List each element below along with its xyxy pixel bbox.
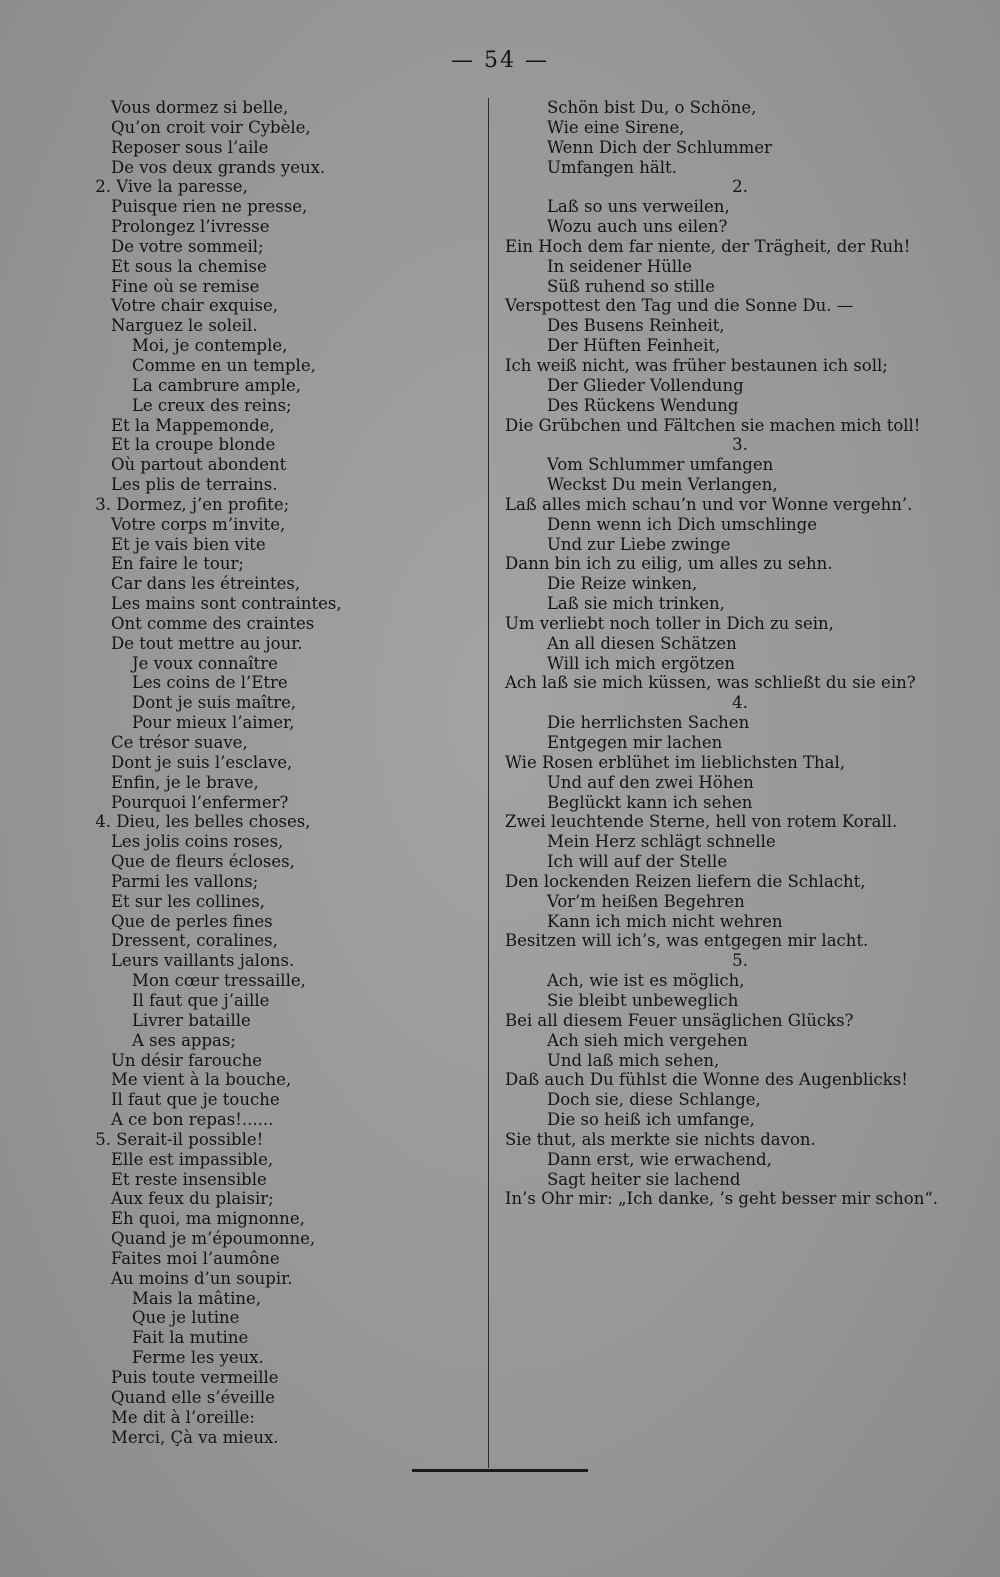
verse-line: Que de perles fines	[90, 911, 273, 931]
verse-line: A ce bon repas!......	[90, 1110, 274, 1130]
verse-line: Que de fleurs écloses,	[90, 852, 295, 872]
verse-line: Ont comme des craintes	[90, 613, 315, 633]
verse-line: La cambrure ample,	[90, 375, 302, 395]
verse-line: Enfin, je le brave,	[90, 772, 259, 792]
verse-line: Ce trésor suave,	[90, 733, 248, 752]
right-column-german	[505, 98, 975, 1209]
verse-line: Weckst Du mein Verlangen,	[505, 475, 778, 495]
verse-line: Will ich mich ergötzen	[505, 653, 735, 673]
verse-line: 3. Dormez, j’en profite;	[90, 494, 290, 514]
verse-line: Mein Herz schlägt schnelle	[505, 832, 776, 852]
verse-line: Vous dormez si belle,	[90, 98, 289, 117]
verse-line: Les plis de terrains.	[90, 475, 278, 495]
verse-line: Un désir farouche	[90, 1050, 262, 1070]
verse-line: Ein Hoch dem far niente, der Trägheit, der Ruh!	[505, 236, 911, 256]
verse-line: In seidener Hülle	[505, 256, 693, 276]
verse-line: Et sous la chemise	[90, 256, 267, 276]
verse-line: De vos deux grands yeux.	[90, 157, 326, 177]
verse-line: Leurs vaillants jalons.	[90, 951, 295, 971]
verse-line: Reposer sous l’aile	[90, 137, 269, 157]
verse-line: Und zur Liebe zwinge	[505, 534, 731, 554]
verse-line: Dann erst, wie erwachend,	[505, 1149, 772, 1169]
page-number: — 54 —	[451, 48, 549, 73]
verse-line: Me dit à l’oreille:	[90, 1407, 255, 1427]
verse-line: Pourquoi l’enfermer?	[90, 792, 289, 812]
verse-line: Prolongez l’ivresse	[90, 217, 270, 237]
verse-line: Faites moi l’aumône	[90, 1248, 280, 1268]
verse-line: Puisque rien ne presse,	[90, 197, 308, 217]
verse-line: Laß so uns verweilen,	[505, 197, 730, 217]
verse-line: Quand je m’époumonne,	[90, 1229, 316, 1249]
verse-line: Dann bin ich zu eilig, um alles zu sehn.	[505, 554, 833, 574]
verse-line: In’s Ohr mir: „Ich danke, ’s geht besser mir schon“.	[505, 1189, 939, 1209]
stanza-number: 4.	[732, 693, 748, 713]
verse-line: Moi, je contemple,	[90, 336, 288, 356]
verse-line: Aux feux du plaisir;	[90, 1189, 274, 1209]
verse-line: Eh quoi, ma mignonne,	[90, 1209, 305, 1229]
verse-line: Et je vais bien vite	[90, 534, 266, 554]
verse-line: Votre chair exquise,	[90, 296, 278, 316]
verse-line: Au moins d’un soupir.	[90, 1268, 293, 1288]
verse-line: Qu’on croit voir Cybèle,	[90, 117, 311, 137]
verse-line: Des Busens Reinheit,	[505, 316, 725, 336]
verse-line: Beglückt kann ich sehen	[505, 792, 753, 812]
verse-line: Puis toute vermeille	[90, 1368, 279, 1387]
verse-line: Mais la mâtine,	[90, 1288, 262, 1308]
column-divider	[488, 98, 489, 1468]
verse-line: Sagt heiter sie lachend	[505, 1169, 741, 1189]
verse-line: Die so heiß ich umfange,	[505, 1110, 755, 1130]
footer-rule	[412, 1469, 588, 1472]
verse-line: Et sur les collines,	[90, 891, 265, 911]
verse-line: Der Hüften Feinheit,	[505, 336, 721, 356]
verse-line: Dont je suis l’esclave,	[90, 752, 293, 772]
verse-line: Il faut que je touche	[90, 1090, 280, 1110]
verse-line: Wie eine Sirene,	[505, 117, 685, 137]
verse-line: Daß auch Du fühlst die Wonne des Augenblicks!	[505, 1070, 908, 1090]
verse-line: Que je lutine	[90, 1308, 240, 1328]
verse-line: Verspottest den Tag und die Sonne Du. —	[505, 296, 854, 316]
stanza-number: 5.	[732, 951, 748, 971]
verse-line: Wozu auch uns eilen?	[505, 217, 728, 237]
verse-line: 2. Vive la paresse,	[90, 177, 248, 197]
verse-line: Votre corps m’invite,	[90, 514, 286, 534]
verse-line: Umfangen hält.	[505, 157, 677, 177]
verse-line: Et la croupe blonde	[90, 435, 276, 455]
verse-line: Ach, wie ist es möglich,	[505, 971, 745, 991]
verse-line: Vor’m heißen Begehren	[505, 891, 745, 911]
verse-line: A ses appas;	[90, 1030, 236, 1050]
verse-line: Elle est impassible,	[90, 1149, 274, 1169]
verse-line: Pour mieux l’aimer,	[90, 713, 295, 733]
verse-line: Die Reize winken,	[505, 574, 698, 594]
verse-line: Narguez le soleil.	[90, 316, 258, 336]
verse-line: Vom Schlummer umfangen	[505, 455, 774, 475]
verse-line: Ferme les yeux.	[90, 1348, 264, 1368]
verse-line: Me vient à la bouche,	[90, 1070, 292, 1090]
verse-line: En faire le tour;	[90, 554, 244, 574]
verse-line: Ich will auf der Stelle	[505, 852, 728, 872]
verse-line: Schön bist Du, o Schöne,	[505, 98, 757, 117]
left-column-french	[90, 98, 470, 1447]
verse-line: Sie bleibt unbeweglich	[505, 990, 739, 1010]
verse-line: Wenn Dich der Schlummer	[505, 137, 772, 157]
verse-line: Il faut que j’aille	[90, 990, 270, 1010]
verse-line: Et reste insensible	[90, 1169, 267, 1189]
verse-line: An all diesen Schätzen	[505, 633, 737, 653]
verse-line: Die herrlichsten Sachen	[505, 713, 750, 733]
verse-line: 4. Dieu, les belles choses,	[90, 812, 311, 832]
verse-line: Und auf den zwei Höhen	[505, 772, 754, 792]
verse-line: Dont je suis maître,	[90, 693, 297, 713]
verse-line: Car dans les étreintes,	[90, 574, 301, 594]
verse-line: Parmi les vallons;	[90, 871, 259, 891]
verse-line: De votre sommeil;	[90, 236, 264, 256]
verse-line: Le creux des reins;	[90, 395, 292, 415]
verse-line: Zwei leuchtende Sterne, hell von rotem Korall.	[505, 812, 898, 832]
verse-line: Livrer bataille	[90, 1010, 251, 1030]
verse-line: Ach laß sie mich küssen, was schließt du sie ein?	[505, 673, 916, 693]
verse-line: Sie thut, als merkte sie nichts davon.	[505, 1129, 816, 1149]
verse-line: Ach sieh mich vergehen	[505, 1030, 748, 1050]
verse-line: Entgegen mir lachen	[505, 733, 723, 752]
verse-line: Où partout abondent	[90, 455, 287, 475]
verse-line: De tout mettre au jour.	[90, 633, 303, 653]
verse-line: Les mains sont contraintes,	[90, 594, 342, 614]
stanza-number: 2.	[732, 177, 748, 197]
verse-line: Laß sie mich trinken,	[505, 594, 725, 614]
verse-line: Besitzen will ich’s, was entgegen mir lacht.	[505, 931, 869, 951]
verse-line: Dressent, coralines,	[90, 931, 278, 951]
verse-line: Comme en un temple,	[90, 355, 316, 375]
verse-line: Fait la mutine	[90, 1328, 249, 1348]
verse-line: Les coins de l’Etre	[90, 673, 288, 693]
verse-line: Quand elle s’éveille	[90, 1387, 275, 1407]
verse-line: Merci, Çà va mieux.	[90, 1427, 279, 1447]
verse-line: Der Glieder Vollendung	[505, 375, 744, 395]
verse-line: Je voux connaître	[90, 653, 278, 673]
verse-line: Fine où se remise	[90, 276, 260, 296]
verse-line: Laß alles mich schau’n und vor Wonne vergehn’.	[505, 494, 913, 514]
verse-line: Des Rückens Wendung	[505, 395, 739, 415]
stanza-number: 3.	[732, 435, 748, 455]
verse-line: Denn wenn ich Dich umschlinge	[505, 514, 817, 534]
verse-line: Bei all diesem Feuer unsäglichen Glücks?	[505, 1010, 854, 1030]
verse-line: Um verliebt noch toller in Dich zu sein,	[505, 613, 834, 633]
verse-line: Und laß mich sehen,	[505, 1050, 720, 1070]
verse-line: Den lockenden Reizen liefern die Schlacht,	[505, 871, 866, 891]
verse-line: Die Grübchen und Fältchen sie machen mich toll!	[505, 415, 921, 435]
verse-line: Les jolis coins roses,	[90, 832, 284, 852]
verse-line: Doch sie, diese Schlange,	[505, 1090, 761, 1110]
verse-line: 5. Serait-il possible!	[90, 1129, 264, 1149]
verse-line: Et la Mappemonde,	[90, 415, 275, 435]
verse-line: Ich weiß nicht, was früher bestaunen ich soll;	[505, 355, 888, 375]
verse-line: Mon cœur tressaille,	[90, 971, 306, 991]
verse-line: Wie Rosen erblühet im lieblichsten Thal,	[505, 752, 845, 772]
verse-line: Süß ruhend so stille	[505, 276, 715, 296]
verse-line: Kann ich mich nicht wehren	[505, 911, 783, 931]
